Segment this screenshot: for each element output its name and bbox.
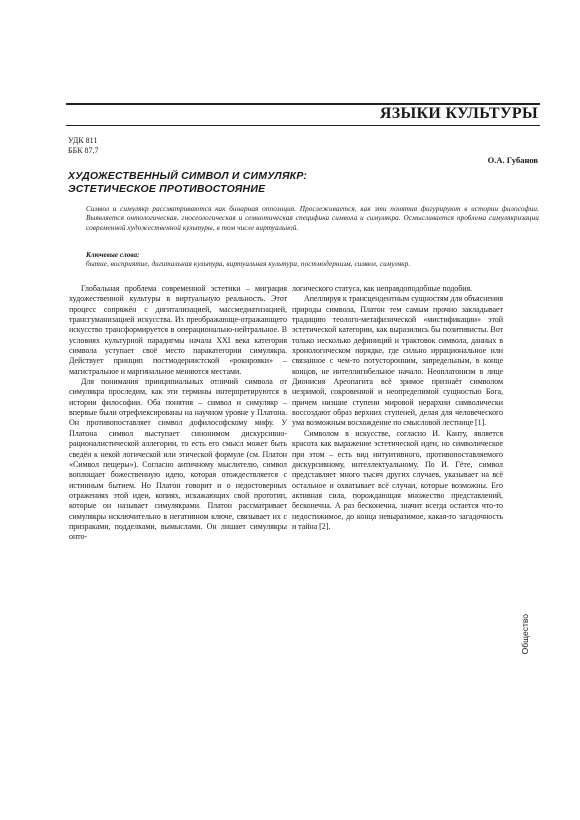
author-name: О.А. Губанов xyxy=(487,155,538,165)
paragraph: Символом в искусстве, согласно И. Канту, является красота как выражение эстетической идеи, но символическое при этом – есть вид интуитивного, противопоставляемого дискурсивному, интеллектуальному. По И. Гёте, символ представляет много тысяч других случаев, указывает на всё остальное и охватывает всё случаи, которые возможны. Его активная сила, порождающая множество представлений, бесконечна. А раз бесконечна, значит всегда остается что-то недостижимое, до конца невыразимое, какая-то загадочность и тайна [2]. xyxy=(292,428,503,531)
journal-section-side-label: Общество xyxy=(520,614,530,655)
paragraph: Для понимания принципиальных отличий символа от симулякра проследим, как эти термины интерпретируются в истории философии. Оба понятия – символ и симулякр – впервые были отрефлексированы на научном уровне у Платона. Он противопоставляет символ дофилософскому мифу. У Платона символ выступает синонимом дискурсивно-рационалистической аллегории, то есть его смысл может быть сведён к некой логической или этической формуле (см. Платон «Символ пещеры»). Согласно античному мыслителю, символ воплощает божественную идею, которая отождествляется с истинным бытием. Но Платон говорит и о недостоверных отражениях этой идеи, копиях, искажающих свой прототип, которые он называет симулякрами. Платон рассматривает симулякры исключительно в негативном ключе, связывает их с призраками, подделками, вымыслами. Он лишает симулякры онто- xyxy=(69,377,287,542)
paragraph: Глобальная проблема современной эстетики – миграция художественной культуры в виртуальную реальность. Этот процесс сопряжён с дигитализацией, массмедиатизацией, трансгуманизацией искусства. Из преображающе-отражающего искусство трансформируется в операционально-нейтральное. В условиях культурной парадигмы начала XXI века категория символа уступает своё место паракатегории симулякра. Действует принцип постмодернистской «рокировки» – магистральное и маргинальное меняются местами. xyxy=(69,284,287,376)
article-title xyxy=(68,170,368,196)
bbk-code: ББК 87.7 xyxy=(68,146,99,155)
paragraph: логического статуса, как неправдоподобные подобия. xyxy=(292,284,473,293)
body-column-left xyxy=(69,284,287,543)
article-title-line-2: ЭСТЕТИЧЕСКОЕ ПРОТИВОСТОЯНИЕ xyxy=(68,183,266,195)
section-heading: ЯЗЫКИ КУЛЬТУРЫ xyxy=(379,105,538,122)
keywords-label: Ключевые слова: xyxy=(86,251,140,259)
article-title-line-1: ХУДОЖЕСТВЕННЫЙ СИМВОЛ И СИМУЛЯКР: xyxy=(68,170,308,182)
header-rule-bottom xyxy=(66,125,540,126)
udk-code: УДК 811 xyxy=(68,136,98,145)
paragraph: Апеллируя к трансцендентным сущностям для объяснения природы символа, Платон тем самым прочно закладывает традицию теолого-метафизической «мистификации» этой эстетической категории, как выразились бы позитивисты. Вот только несколько дефиниций и трактовок символа, данных в хронологическом порядке, где сильно иррациональное или связанное с чем-то потусторонним, запредельным, в конце концов, не интеллигибельное начало. Неоплатонизм в лице Дионисия Ареопагита всё зримое признаёт символом незримой, сокровенной и неопределимой сущностью Бога, причем низшие ступени мировой иерархии символически воссоздают образ верхних ступеней, делая для человеческого ума возможным восхождение по смысловой лестнице [1]. xyxy=(292,294,503,428)
abstract: Символ и симулякр рассматриваются как бинарная оппозиция. Прослеживается, как эти понятия фигурируют в истории философии. Выявляется онтологическая, гносеологическая и семиотическая специфика символа и симулякра. Осмысливается проблема симулякризации современной художественной культуры, в том числе виртуальной. xyxy=(86,205,539,232)
body-column-right xyxy=(292,284,503,532)
keywords: бытие, восприятие, дигитальная культура, виртуальная культура, постмодернизм, символ, симулякр. xyxy=(86,260,411,268)
